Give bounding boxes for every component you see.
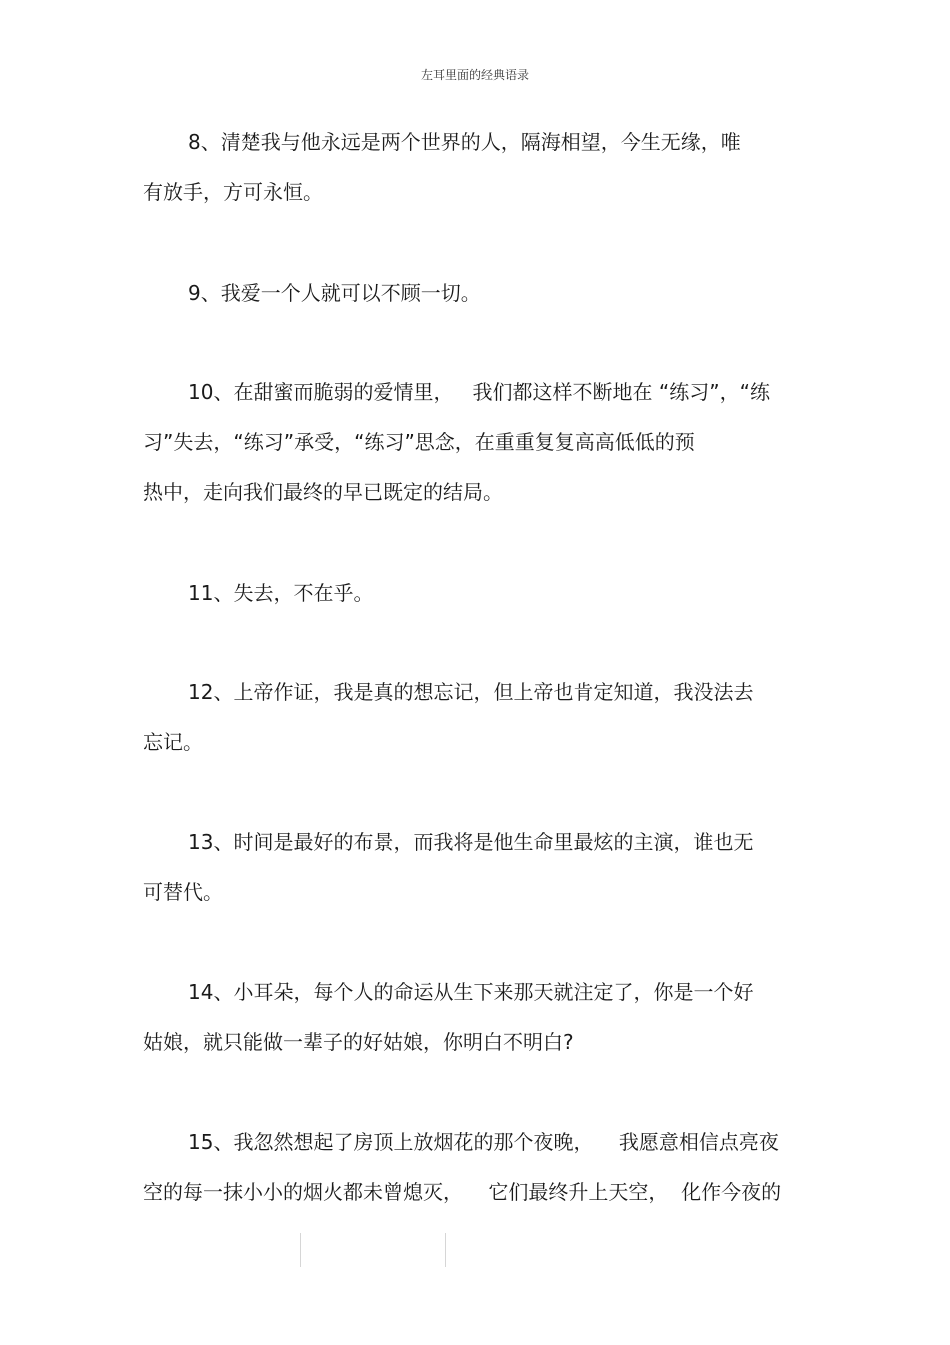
quote-line: 忘记。	[143, 730, 203, 754]
quote-line: 9、我爱一个人就可以不顾一切。	[188, 281, 481, 305]
quote-line: 11、失去，不在乎。	[188, 581, 374, 605]
quote-line: 8、清楚我与他永远是两个世界的人，隔海相望，今生无缘，唯	[188, 130, 741, 154]
quote-line: 有放手，方可永恒。	[143, 180, 323, 204]
quote-line: 习”失去，“练习”承受，“练习”思念，在重重复复高高低低的预	[143, 430, 695, 454]
page-header-title: 左耳里面的经典语录	[420, 68, 529, 82]
quote-line: 空的每一抹小小的烟火都未曾熄灭， 它们最终升上天空， 化作今夜的	[143, 1180, 782, 1204]
divider-line	[300, 1233, 301, 1267]
quote-line: 可替代。	[143, 880, 223, 904]
divider-line	[445, 1233, 446, 1267]
quote-line: 14、小耳朵，每个人的命运从生下来那天就注定了，你是一个好	[188, 980, 754, 1004]
quote-line: 13、时间是最好的布景，而我将是他生命里最炫的主演，谁也无	[188, 830, 754, 854]
quote-line: 12、上帝作证，我是真的想忘记，但上帝也肯定知道，我没法去	[188, 680, 754, 704]
quote-line: 姑娘，就只能做一辈子的好姑娘，你明白不明白?	[143, 1030, 574, 1054]
quote-line: 热中，走向我们最终的早已既定的结局。	[143, 480, 503, 504]
quote-line: 15、我忽然想起了房顶上放烟花的那个夜晚， 我愿意相信点亮夜	[188, 1130, 779, 1154]
quote-line: 10、在甜蜜而脆弱的爱情里， 我们都这样不断地在 “练习”，“练	[188, 380, 770, 404]
